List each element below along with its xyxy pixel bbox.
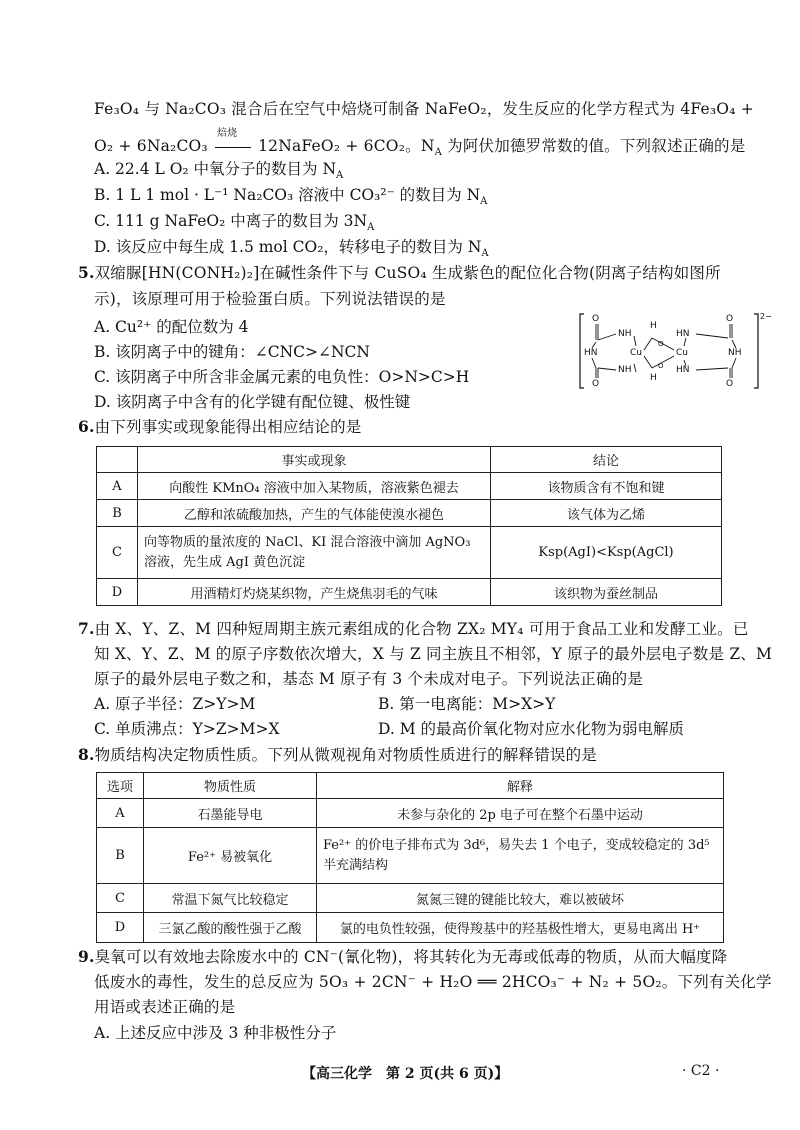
atom-o-top-left: O xyxy=(592,314,600,324)
atom-nh-bottom-left: NH xyxy=(618,365,632,375)
q4-equation-right: 12NaFeO₂ + 6CO₂。N xyxy=(258,137,435,155)
question-number: 8. xyxy=(78,745,95,764)
table-cell: D xyxy=(97,579,138,606)
table-cell: C xyxy=(97,884,144,913)
q6-table xyxy=(96,446,722,606)
table-cell: A xyxy=(97,799,144,828)
q7-stem-line2: 知 X、Y、Z、M 的原子序数依次增大，X 与 Z 同主族且不相邻，Y 原子的最外层电子数是 Z、M xyxy=(94,645,773,663)
q7-stem-line1 xyxy=(78,618,749,640)
question-number: 9. xyxy=(78,947,95,966)
table-cell: 未参与杂化的 2p 电子可在整个石墨中运动 xyxy=(317,799,724,828)
table-row xyxy=(97,913,724,943)
na-subscript: A xyxy=(434,147,443,159)
table-cell: 三氯乙酸的酸性强于乙酸 xyxy=(144,913,317,943)
svg-text:O: O xyxy=(658,362,664,370)
q7-option-b: B. 第一电离能：M>X>Y xyxy=(378,695,556,713)
arrow-condition: 焙烧 xyxy=(216,128,238,139)
table-header-cell: 物质性质 xyxy=(144,773,317,799)
table-row xyxy=(97,799,724,828)
q4-option-b xyxy=(94,184,487,206)
atom-o-bottom-left: O xyxy=(592,379,600,389)
table-cell: 石墨能导电 xyxy=(144,799,317,828)
anion-structure-diagram xyxy=(578,310,774,392)
q9-stem-line3: 用语或表述正确的是 xyxy=(94,998,236,1016)
q8-stem xyxy=(78,744,597,766)
q7-option-a: A. 原子半径：Z>Y>M xyxy=(94,695,256,713)
table-cell: 常温下氮气比较稳定 xyxy=(144,884,317,913)
q8-table xyxy=(96,772,724,943)
na-subscript: A xyxy=(480,196,488,208)
page-code: · C2 · xyxy=(682,1063,720,1079)
table-cell: 向等物质的量浓度的 NaCl、KI 混合溶液中滴加 AgNO₃ 溶液，先生成 AgI 黄色沉淀 xyxy=(138,527,491,579)
atom-cu-right: Cu xyxy=(676,348,688,358)
table-cell: 氯的电负性较强，使得羧基中的羟基极性增大，更易电离出 H⁺ xyxy=(317,913,724,943)
option-text: D. 该反应中每生成 1.5 mol CO₂，转移电子的数目为 N xyxy=(94,238,482,256)
table-cell: B xyxy=(97,828,144,884)
table-row xyxy=(97,884,724,913)
na-subscript: A xyxy=(367,222,375,234)
table-cell: D xyxy=(97,913,144,943)
q5-option-c: C. 该阴离子中所含非金属元素的电负性：O>N>C>H xyxy=(94,368,470,386)
table-header-cell: 选项 xyxy=(97,773,144,799)
q4-question: 为阿伏加德罗常数的值。下列叙述正确的是 xyxy=(442,137,746,155)
table-row xyxy=(97,828,724,884)
atom-hn-top-right: HN xyxy=(676,329,690,339)
q4-equation-left: O₂ + 6Na₂CO₃ xyxy=(94,137,208,155)
table-header-cell: 结论 xyxy=(491,447,722,473)
atom-cu-left: Cu xyxy=(630,348,642,358)
q5-option-b: B. 该阴离子中的键角：∠CNC>∠NCN xyxy=(94,343,370,361)
q6-stem-text: 由下列事实或现象能得出相应结论的是 xyxy=(94,418,362,436)
q7-stem-line3: 原子的最外层电子数之和，基态 M 原子有 3 个未成对电子。下列说法正确的是 xyxy=(94,670,644,688)
table-header-row xyxy=(97,447,722,473)
table-header-row xyxy=(97,773,724,799)
na-subscript: A xyxy=(336,170,344,182)
q9-stem-line2: 低废水的毒性，发生的总反应为 5O₃ + 2CN⁻ + H₂O ══ 2HCO₃⁻ + N₂ + 5O₂。下列有关化学 xyxy=(94,973,772,991)
atom-nh-top-left: NH xyxy=(618,329,632,339)
option-text: A. 22.4 L O₂ 中氧分子的数目为 N xyxy=(94,160,337,178)
q9-option-a: A. 上述反应中涉及 3 种非极性分子 xyxy=(94,1024,337,1042)
option-text: B. 1 L 1 mol · L⁻¹ Na₂CO₃ 溶液中 CO₃²⁻ 的数目为 N xyxy=(94,186,481,204)
question-number: 6. xyxy=(78,417,95,436)
q7-option-d: D. M 的最高价氧化物对应水化物为弱电解质 xyxy=(378,720,685,738)
q4-stem-line1: Fe₃O₄ 与 Na₂CO₃ 混合后在空气中焙烧可制备 NaFeO₂，发生反应的化学方程式为 4Fe₃O₄ + xyxy=(94,100,754,118)
atom-h-top: H xyxy=(650,321,657,331)
q7-option-c: C. 单质沸点：Y>Z>M>X xyxy=(94,720,280,738)
q5-option-a: A. Cu²⁺ 的配位数为 4 xyxy=(94,318,249,336)
atom-hn-bottom-right: HN xyxy=(676,365,690,375)
atom-hn-left: HN xyxy=(584,348,598,358)
na-subscript: A xyxy=(481,248,489,260)
question-number: 7. xyxy=(78,619,95,638)
table-header-cell: 事实或现象 xyxy=(138,447,491,473)
option-text: C. 111 g NaFeO₂ 中离子的数目为 3N xyxy=(94,212,368,230)
table-row xyxy=(97,500,722,527)
table-cell: 乙醇和浓硫酸加热，产生的气体能使溴水褪色 xyxy=(138,500,491,527)
q4-stem-line2 xyxy=(94,128,746,159)
table-cell: 氮氮三键的键能比较大，难以被破坏 xyxy=(317,884,724,913)
table-cell: 该织物为蚕丝制品 xyxy=(491,579,722,606)
q9-stem-text: 臭氧可以有效地去除废水中的 CN⁻(氰化物)，将其转化为无毒或低毒的物质，从而大幅度降 xyxy=(94,948,728,966)
table-cell: A xyxy=(97,473,138,500)
table-cell: Fe²⁺ 的价电子排布式为 3d⁶，易失去 1 个电子，变成较稳定的 3d⁵ 半充满结构 xyxy=(317,828,724,884)
q4-option-a xyxy=(94,158,343,180)
reaction-arrow xyxy=(213,128,253,157)
q8-stem-text: 物质结构决定物质性质。下列从微观视角对物质性质进行的解释错误的是 xyxy=(94,746,597,764)
svg-text:O: O xyxy=(658,340,664,348)
table-row xyxy=(97,473,722,500)
table-cell: 向酸性 KMnO₄ 溶液中加入某物质，溶液紫色褪去 xyxy=(138,473,491,500)
q6-stem xyxy=(78,416,362,438)
q5-stem-line2: 示)，该原理可用于检验蛋白质。下列说法错误的是 xyxy=(94,290,446,308)
q4-option-d xyxy=(94,236,489,258)
table-cell: Fe²⁺ 易被氧化 xyxy=(144,828,317,884)
table-cell: C xyxy=(97,527,138,579)
table-cell: 该气体为乙烯 xyxy=(491,500,722,527)
atom-o-bottom-right: O xyxy=(726,379,734,389)
page-footer: 【高三化学 第 2 页(共 6 页)】 xyxy=(302,1066,509,1082)
q5-stem-text: 双缩脲[HN(CONH₂)₂]在碱性条件下与 CuSO₄ 生成紫色的配位化合物(阴离子结构如图所 xyxy=(94,264,721,282)
question-number: 5. xyxy=(78,263,95,282)
q5-stem-line1 xyxy=(78,262,721,284)
table-row xyxy=(97,527,722,579)
table-header-cell xyxy=(97,447,138,473)
q5-option-d: D. 该阴离子中含有的化学键有配位键、极性键 xyxy=(94,393,411,411)
table-cell: Ksp(AgI)<Ksp(AgCl) xyxy=(491,527,722,579)
table-cell: 该物质含有不饱和键 xyxy=(491,473,722,500)
atom-h-bottom: H xyxy=(650,373,657,383)
q9-stem-line1 xyxy=(78,946,727,968)
q4-option-c xyxy=(94,210,374,232)
table-header-cell: 解释 xyxy=(317,773,724,799)
table-cell: 用酒精灯灼烧某织物，产生烧焦羽毛的气味 xyxy=(138,579,491,606)
atom-nh-right: NH xyxy=(728,348,742,358)
q7-stem-text: 由 X、Y、Z、M 四种短周期主族元素组成的化合物 ZX₂ MY₄ 可用于食品工业和发酵工业。已 xyxy=(94,620,749,638)
anion-charge: 2− xyxy=(760,312,772,321)
atom-o-top-right: O xyxy=(726,314,734,324)
table-cell: B xyxy=(97,500,138,527)
table-row xyxy=(97,579,722,606)
